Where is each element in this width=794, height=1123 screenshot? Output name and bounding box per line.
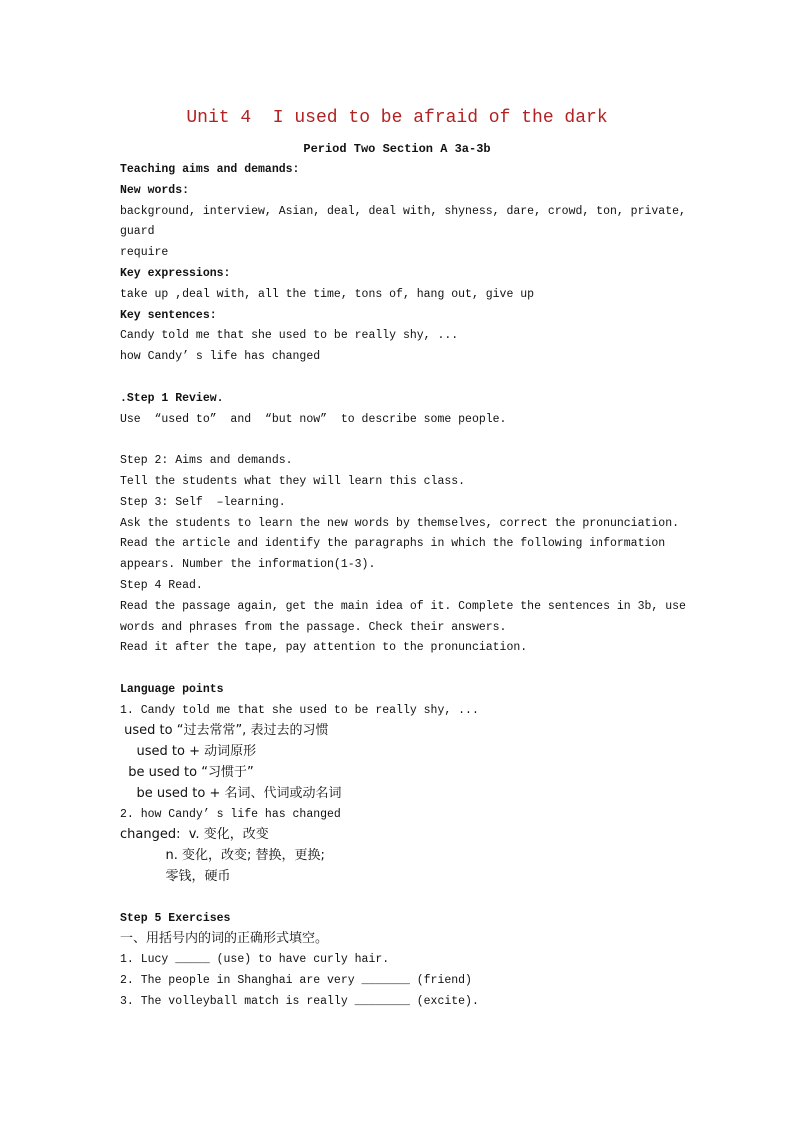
new-words-label: New words: xyxy=(120,184,190,197)
step2-text: Tell the students what they will learn this class. xyxy=(120,475,466,488)
language-point: 2. how Candy’ s life has changed xyxy=(120,808,341,821)
key-expressions-text: take up ,deal with, all the time, tons of, hang out, give up xyxy=(120,288,535,301)
step2-heading: Step 2: Aims and demands. xyxy=(120,454,293,467)
exercise-question: 2. The people in Shanghai are very _______ (friend) xyxy=(120,974,472,987)
step4-text: words and phrases from the passage. Check their answers. xyxy=(120,621,507,634)
exercise-question: 3. The volleyball match is really ________ (excite). xyxy=(120,995,479,1008)
step3-text: Read the article and identify the paragraphs in which the following information xyxy=(120,537,666,550)
step3-text: Ask the students to learn the new words by themselves, correct the pronunciation. xyxy=(120,517,679,530)
teaching-aims-heading: Teaching aims and demands: xyxy=(120,163,300,176)
step1-heading: .Step 1 Review. xyxy=(120,392,224,405)
step4-text: Read the passage again, get the main idea of it. Complete the sentences in 3b, use xyxy=(120,600,686,613)
exercises-heading: Step 5 Exercises xyxy=(120,912,231,925)
key-sentence: how Candy’ s life has changed xyxy=(120,350,321,363)
step4-text: Read it after the tape, pay attention to the pronunciation. xyxy=(120,641,528,654)
new-words-line: guard xyxy=(120,225,155,238)
step3-text: appears. Number the information(1-3). xyxy=(120,558,376,571)
step4-heading: Step 4 Read. xyxy=(120,579,203,592)
new-words-line: require xyxy=(120,246,169,259)
new-words-line: background, interview, Asian, deal, deal with, shyness, dare, crowd, ton, private, xyxy=(120,205,686,218)
exercise-question: 1. Lucy _____ (use) to have curly hair. xyxy=(120,953,390,966)
language-point-detail: be used to + 名词、代词或动名词 xyxy=(120,786,342,801)
language-points-heading: Language points xyxy=(120,683,224,696)
language-point-detail: used to + 动词原形 xyxy=(120,744,257,759)
language-point-detail: changed: v. 变化，改变 xyxy=(120,827,269,842)
key-expressions-label: Key expressions: xyxy=(120,267,231,280)
language-point: 1. Candy told me that she used to be really shy, ... xyxy=(120,704,479,717)
language-point-detail: n. 变化，改变; 替换，更换; xyxy=(120,848,325,863)
document-subtitle: Period Two Section A 3a-3b xyxy=(303,142,491,156)
exercises-instruction: 一、用括号内的词的正确形式填空。 xyxy=(120,931,329,946)
document-title: Unit 4 I used to be afraid of the dark xyxy=(186,108,608,128)
language-point-detail: be used to “习惯于” xyxy=(120,765,254,780)
key-sentence: Candy told me that she used to be really shy, ... xyxy=(120,329,459,342)
step3-heading: Step 3: Self –learning. xyxy=(120,496,286,509)
key-sentences-label: Key sentences: xyxy=(120,309,217,322)
language-point-detail: 零钱，硬币 xyxy=(120,869,231,884)
language-point-detail: used to “过去常常”, 表过去的习惯 xyxy=(120,723,329,738)
step1-text: Use “used to” and “but now” to describe some people. xyxy=(120,413,507,426)
